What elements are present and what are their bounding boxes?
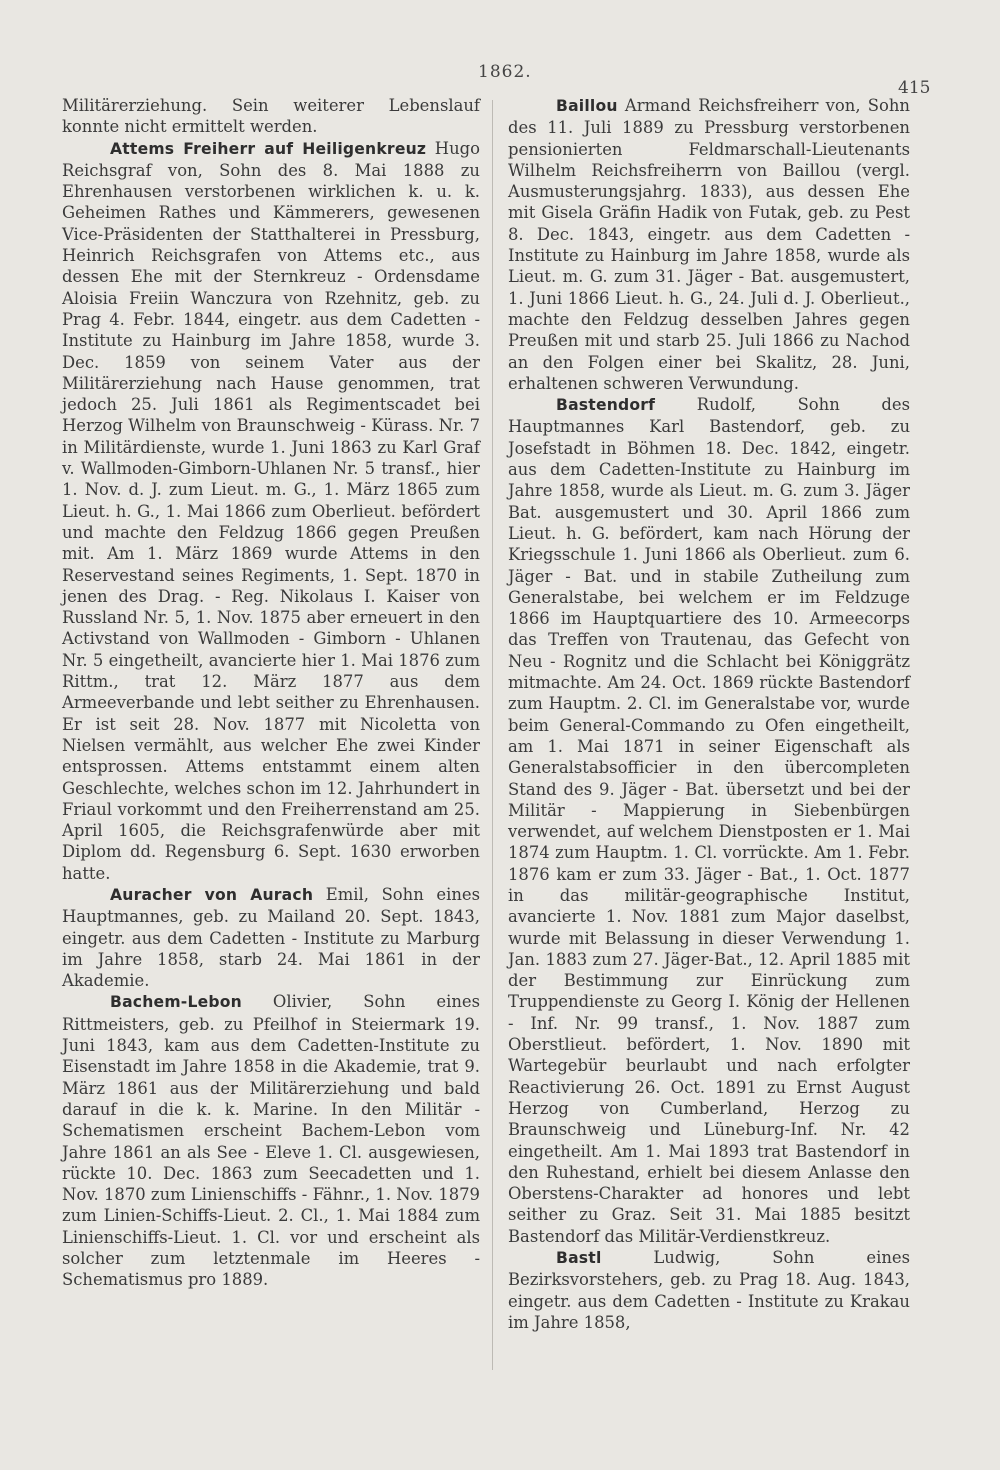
entry-auracher (62, 884, 480, 991)
entry-name: Attems Freiherr auf Heiligenkreuz (110, 139, 427, 158)
entry-bastl (508, 1247, 910, 1333)
entry-bachem-lebon (62, 991, 480, 1290)
entry-name: Bastendorf (556, 396, 656, 415)
entry-text: Armand Reichsfreiherr von, Sohn des 11. Juli 1889 zu Pressburg verstorbenen pensionierten Feldmarschall-Lieutenants Wilhelm Reichsfreiherrn von Baillou (vergl. Ausmusterungsjahrg. 1833), aus dessen Ehe mit Gisela Gräfin Hadik von Futak, geb. zu Pest 8. Dec. 1843, eingetr. aus dem Cadetten - Institute zu Hainburg im Jahre 1858, wurde als Lieut. m. G. zum 31. Jäger - Bat. ausgemustert, 1. Juni 1866 Lieut. h. G., 24. Juli d. J. Oberlieut., machte den Feldzug desselben Jahres gegen Preußen mit und starb 25. Juli 1866 zu Nachod an den Folgen einer bei Skalitz, 28. Juni, erhaltenen schweren Verwundung. (508, 96, 910, 393)
entry-text: Olivier, Sohn eines Rittmeisters, geb. zu Pfeilhof in Steiermark 19. Juni 1843, kam aus dem Cadetten-Institute zu Eisenstadt im Jahre 1858 in die Akademie, trat 9. März 1861 aus der Militärerziehung und bald darauf in die k. k. Marine. In den Militär - Schematismen erscheint Bachem-Lebon vom Jahre 1861 an als See - Eleve 1. Cl. ausgewiesen, rückte 10. Dec. 1863 zum Seecadetten und 1. Nov. 1870 zum Linienschiffs - Fähnr., 1. Nov. 1879 zum Linien-Schiffs-Lieut. 2. Cl., 1. Mai 1884 zum Linienschiffs-Lieut. 1. Cl. vor und erscheint als solcher zum letztenmale im Heeres - Schematismus pro 1889. (62, 992, 480, 1290)
entry-baillou (508, 95, 910, 394)
entry-attems (62, 138, 480, 884)
column-divider (492, 100, 493, 1370)
entry-text: Ludwig, Sohn eines Bezirksvorstehers, geb. zu Prag 18. Aug. 1843, eingetr. aus dem Cadetten - Institute zu Krakau im Jahre 1858, (508, 1248, 910, 1332)
entry-text: Emil, Sohn eines Hauptmannes, geb. zu Mailand 20. Sept. 1843, eingetr. aus dem Cadetten - Institute zu Marburg im Jahre 1858, starb 24. Mai 1861 in der Akademie. (62, 884, 480, 991)
entry-name: Bachem-Lebon (110, 993, 242, 1012)
entry-bastendorf (508, 394, 910, 1247)
left-column (62, 95, 480, 1291)
page-number: 415 (898, 78, 931, 98)
entry-continuation (62, 95, 480, 138)
entry-text: Militärerziehung. Sein weiterer Lebenslauf konnte nicht ermittelt werden. (62, 96, 480, 137)
entry-name: Bastl (556, 1249, 602, 1268)
entry-text: Rudolf, Sohn des Hauptmannes Karl Bastendorf, geb. zu Josefstadt in Böhmen 18. Dec. 1842, eingetr. aus dem Cadetten-Institute zu Hainburg im Jahre 1858, wurde als Lieut. m. G. zum 3. Jäger Bat. ausgemustert und 30. April 1866 zum Lieut. h. G. befördert, kam nach Hörung der Kriegsschule 1. Juni 1866 als Oberlieut. zum 6. Jäger - Bat. und in stabile Zutheilung zum Generalstabe, bei welchem er im Feldzuge 1866 im Hauptquartiere des 10. Armeecorps das Treffen von Trautenau, das Gefecht von Neu - Rognitz und die Schlacht bei Königgrätz mitmachte. Am 24. Oct. 1869 rückte Bastendorf zum Hauptm. 2. Cl. im Generalstabe vor, wurde beim General-Commando zu Ofen eingetheilt, am 1. Mai 1871 in seiner Eigenschaft als Generalstabsofficier in den übercompleten Stand des 9. Jäger - Bat. übersetzt und bei der Militär - Mappierung in Siebenbürgen verwendet, auf welchem Dienstposten er 1. Mai 1874 zum Hauptm. 1. Cl. vorrückte. Am 1. Febr. 1876 kam er zum 33. Jäger - Bat., 1. Oct. 1877 in das militär-geographische Institut, avancierte 1. Nov. 1881 zum Major daselbst, wurde mit Belassung in dieser Verwendung 1. Jan. 1883 zum 27. Jäger-Bat., 12. April 1885 mit der Bestimmung zur Einrückung zum Truppendienste zu Georg I. König der Hellenen - Inf. Nr. 99 transf., 1. Nov. 1887 zum Oberstlieut. befördert, 1. Nov. 1890 mit Wartegebür beurlaubt und nach erfolgter Reactivierung 26. Oct. 1891 zu Ernst August Herzog von Cumberland, Herzog zu Braunschweig und Lüneburg-Inf. Nr. 42 eingetheilt. Am 1. Mai 1893 trat Bastendorf in den Ruhestand, erhielt bei diesem Anlasse den Oberstens-Charakter ad honores und lebt seither zu Graz. Seit 31. Mai 1885 besitzt Bastendorf das Militär-Verdienstkreuz. (508, 395, 910, 1246)
page-year-header: 1862. (478, 62, 532, 82)
right-column (508, 95, 910, 1333)
entry-text: Hugo Reichsgraf von, Sohn des 8. Mai 1888 zu Ehrenhausen verstorbenen wirklichen k. u. k. Geheimen Rathes und Kämmerers, gewesenen Vice-Präsidenten der Statthalterei in Pressburg, Heinrich Reichsgrafen von Attems etc., aus dessen Ehe mit der Sternkreuz - Ordensdame Aloisia Freiin Wanczura von Rzehnitz, geb. zu Prag 4. Febr. 1844, eingetr. aus dem Cadetten - Institute zu Hainburg im Jahre 1858, wurde 3. Dec. 1859 von seinem Vater aus der Militärerziehung nach Hause genommen, trat jedoch 25. Juli 1861 als Regimentscadet bei Herzog Wilhelm von Braunschweig - Kürass. Nr. 7 in Militärdienste, wurde 1. Juni 1863 zu Karl Graf v. Wallmoden-Gimborn-Uhlanen Nr. 5 transf., hier 1. Nov. d. J. zum Lieut. m. G., 1. März 1865 zum Lieut. h. G., 1. Mai 1866 zum Oberlieut. befördert und machte den Feldzug 1866 gegen Preußen mit. Am 1. März 1869 wurde Attems in den Reservestand seines Regiments, 1. Sept. 1870 in jenen des Drag. - Reg. Nikolaus I. Kaiser von Russland Nr. 5, 1. Nov. 1875 aber erneuert in den Activstand von Wallmoden - Gimborn - Uhlanen Nr. 5 eingetheilt, avancierte hier 1. Mai 1876 zum Rittm., trat 12. März 1877 aus dem Armeeverbande und lebt seither zu Ehrenhausen. Er ist seit 28. Nov. 1877 mit Nicoletta von Nielsen vermählt, aus welcher Ehe zwei Kinder entsprossen. Attems entstammt einem alten Geschlechte, welches schon im 12. Jahrhundert in Friaul vorkommt und den Freiherrenstand am 25. April 1605, die Reichsgrafenwürde aber mit Diplom dd. Regensburg 6. Sept. 1630 erworben hatte. (62, 138, 480, 883)
entry-name: Auracher von Aurach (110, 885, 314, 904)
entry-name: Baillou (556, 97, 618, 115)
